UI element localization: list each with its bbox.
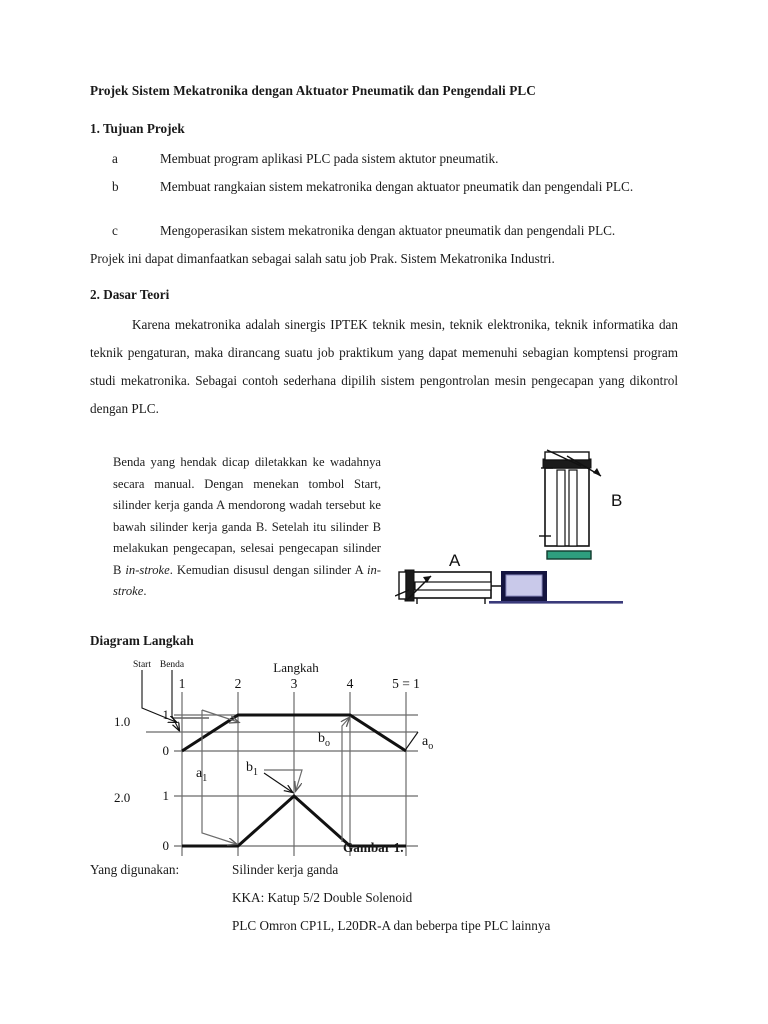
row-label-1: 1.0 [114,714,131,729]
grid-vertical [182,692,406,856]
conveyor-baseline [489,601,623,604]
page-title: Projek Sistem Mekatronika dengan Aktuator Pneumatik dan Pengendali PLC [90,83,536,98]
list-item-text: Membuat program aplikasi PLC pada sistem aktutor pneumatik. [160,151,499,166]
workpiece [506,575,542,596]
step-label-5: 5 = 1 [392,676,420,691]
signal-arrow-a0 [406,732,418,749]
footer-value-2: KKA: Katup 5/2 Double Solenoid [232,890,413,905]
annotation-start-label: Start [133,660,151,670]
annotation-start-arrow [142,670,176,722]
cylinder-b-group [539,450,622,559]
description-emphasis-1: in-stroke [125,562,170,577]
footer-value-3: PLC Omron CP1L, L20DR-A dan beberpa tipe PLC lainnya [232,918,551,933]
signal-arrow-b0 [342,718,349,842]
step-axis-title: Langkah [273,660,319,675]
row-label-2: 2.0 [114,790,131,805]
grid-horizontal [146,715,418,846]
footer-value-1: Silinder kerja ganda [232,862,339,877]
list-marker: a [112,151,118,166]
signal-arrow-b1 [264,770,302,790]
pneumatic-system-sketch [395,448,685,624]
value-label-bottom-0: 0 [162,838,169,853]
stamp-plate [547,551,591,559]
cylinder-b-barrel [545,468,589,546]
footer-label: Yang digunakan: [90,862,180,877]
signal-label-a1: $a_1$ [196,766,208,784]
description-part-1: Benda yang hendak dicap diletakkan ke wadahnya secara manual. Dengan menekan tombol Start, silinder kerja ganda A mendorong wadah tersebut ke bawah silinder kerja ganda B. Setelah itu silinder B melakukan pengecapan, selesai pengecapan silinder B [113,455,381,577]
description-part-3: . [143,584,147,598]
signal-label-a0: $a_o$ [422,734,434,752]
step-label-1: 1 [178,676,186,691]
list-item-text: Membuat rangkaian sistem mekatronika dengan aktuator pneumatik dan pengendali PLC. [160,179,634,194]
description-part-2: . Kemudian disusul dengan silinder A [169,562,367,577]
cylinder-b-rod-right [569,470,577,546]
step-label-2: 2 [234,676,242,691]
section-1-heading: 1. Tujuan Projek [90,121,185,136]
list-item [112,173,678,201]
value-label-top-0: 0 [162,743,169,758]
value-label-bottom-1: 1 [162,788,169,803]
list-item-text: Mengoperasikan sistem mekatronika dengan aktuator pneumatik dan pengendali PLC. [160,223,616,238]
signal-label-b0: $b_o$ [318,731,330,749]
mesin-pengecapan-description [113,452,381,603]
signal-arrow-b1-lower [264,773,292,792]
value-label-top-1: 1 [162,707,169,722]
figure-caption: Gambar 1. [343,840,404,855]
step-label-4: 4 [346,676,354,691]
section-2-paragraph: Karena mekatronika adalah sinergis IPTEK teknik mesin, teknik elektronika, teknik informatika dan teknik pengaturan, maka dirancang suatu job praktikum yang dapat memenuhi sebagian komptensi program studi mekatronika. Sebagai contoh sederhana dipilih sistem pengontrolan mesin pengecapan yang dikontrol dengan PLC. [90,317,678,416]
cylinder-a-head [399,572,406,599]
cylinder-b-rod-left [557,470,565,546]
step-label-3: 3 [290,676,298,691]
signal-arrow-a1-head [202,710,238,722]
section-2-heading: 2. Dasar Teori [90,287,170,302]
cylinder-b-sensor-arrow [593,468,601,476]
list-marker: c [112,223,118,238]
list-item [112,145,678,173]
document-page [90,0,678,1024]
description-emphasis-2: in-stroke [113,562,381,598]
diagram-langkah-heading: Diagram Langkah [90,633,194,648]
list-item [112,217,678,245]
list-marker: b [112,179,119,194]
cylinder-a-rod [415,582,491,590]
section-1-closing: Projek ini dapat dimanfaatkan sebagai salah satu job Prak. Sistem Mekatronika Industri. [90,251,555,266]
annotation-benda-label: Benda [159,660,185,670]
step-diagram [106,650,476,865]
signal-label-b1: $b_1$ [246,760,258,778]
cylinder-a-label: A [449,551,461,570]
cylinder-b-label: B [611,491,623,510]
